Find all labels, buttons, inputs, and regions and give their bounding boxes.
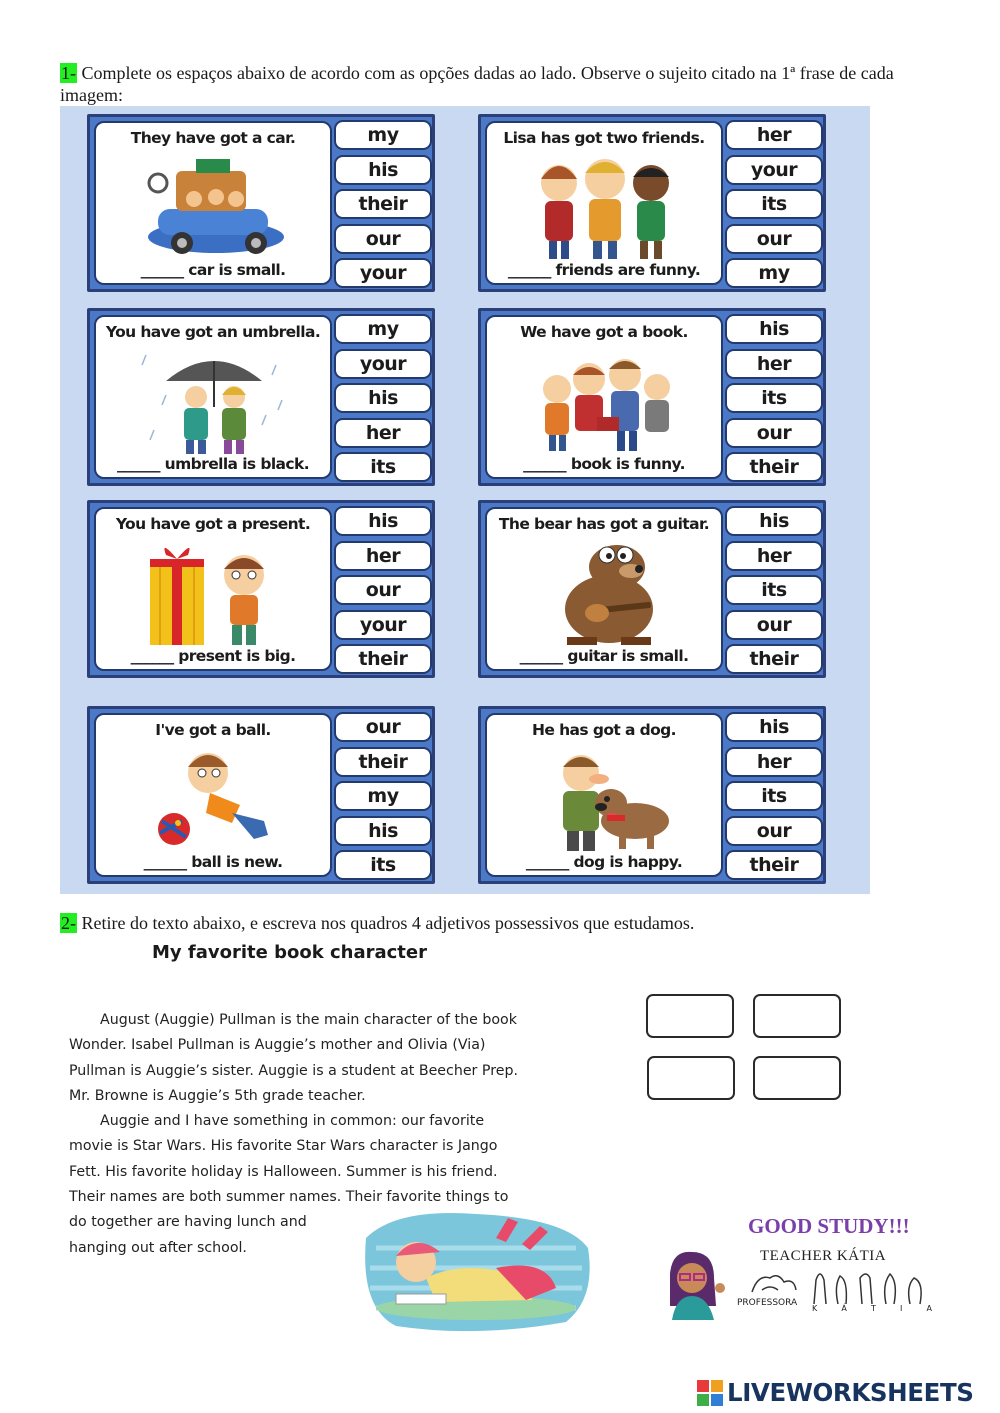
option-our[interactable]: our [334,224,432,254]
question-2-number: 2- [61,913,76,933]
card-guitar [478,500,826,678]
question-1-text: Complete os espaços abaixo de acordo com as opções dadas ao lado. Observe o sujeito citado na 1ª frase de cada imagem: [60,63,894,105]
option-their[interactable]: their [725,452,823,482]
umbrella-illustration [136,345,292,457]
option-your[interactable]: your [334,258,432,288]
card-present [87,500,435,678]
card-blank-sentence: ______ car is small. [140,261,286,279]
sign-letter-i: I [900,1304,903,1313]
car-illustration [136,151,292,263]
question-1-instruction [60,62,940,106]
option-her[interactable]: her [334,541,432,571]
card-blank-sentence: ______ friends are funny. [507,261,701,279]
options-list [725,712,823,880]
option-our[interactable]: our [725,816,823,846]
answer-box-2[interactable] [753,994,841,1038]
option-its[interactable]: its [725,575,823,605]
bear-guitar-illustration [527,537,683,649]
card-sentence: You have got an umbrella. [105,323,321,341]
signing-hand-icon [748,1268,800,1298]
option-our[interactable]: our [334,712,432,742]
liveworksheets-logo-text: LIVEWORKSHEETS [727,1378,974,1407]
option-your[interactable]: your [334,610,432,640]
card-dog [478,706,826,884]
card-friends [478,114,826,292]
story-paragraph-1: August (Auggie) Pullman is the main character of the book Wonder. Isabel Pullman is Auggie’s mother and Olivia (Via) Pullman is Auggie’s sister. Auggie is a student at Beecher Prep. Mr. Browne is Auggie’s 5th grade teacher. [69,1012,518,1104]
card-sentence: He has got a dog. [532,721,676,739]
option-our[interactable]: our [725,224,823,254]
answer-box-3[interactable] [647,1056,735,1100]
options-list [725,120,823,288]
card-book [478,308,826,486]
sign-letter-a: A [926,1304,932,1313]
option-my[interactable]: my [334,314,432,344]
option-our[interactable]: our [725,610,823,640]
girl-writing-illustration [356,1208,596,1334]
card-blank-sentence: ______ book is funny. [523,455,685,473]
option-her[interactable]: her [725,747,823,777]
card-sentence: I've got a ball. [155,721,271,739]
teacher-avatar [656,1246,730,1320]
option-his[interactable]: his [725,506,823,536]
exercise-panel [60,106,870,894]
options-list [334,506,432,674]
card-main [485,121,723,285]
option-his[interactable]: his [725,712,823,742]
card-sentence: We have got a book. [520,323,688,341]
option-your[interactable]: your [334,349,432,379]
card-ball [87,706,435,884]
options-list [334,120,432,288]
card-car [87,114,435,292]
option-my[interactable]: my [334,120,432,150]
story-paragraph-end: do together are having lunch and hanging out after school. [69,1214,307,1256]
option-our[interactable]: our [725,418,823,448]
option-my[interactable]: my [725,258,823,288]
card-blank-sentence: ______ dog is happy. [525,853,683,871]
text-title: My favorite book character [152,942,427,963]
card-sentence: They have got a car. [130,129,296,147]
option-my[interactable]: my [334,781,432,811]
option-your[interactable]: your [725,155,823,185]
card-main [94,121,332,285]
sign-letters [812,1304,932,1313]
card-main [94,315,332,479]
card-main [94,507,332,671]
card-blank-sentence: ______ guitar is small. [519,647,689,665]
options-list [725,314,823,482]
card-main [94,713,332,877]
option-its[interactable]: its [725,189,823,219]
sign-letter-t: T [870,1304,876,1313]
options-list [334,314,432,482]
question-1-number: 1- [61,63,76,83]
card-main [485,713,723,877]
teacher-name: TEACHER KÁTIA [760,1248,887,1264]
question-2-text: Retire do texto abaixo, e escreva nos quadros 4 adjetivos possessivos que estudamos. [81,913,695,933]
option-his[interactable]: his [725,314,823,344]
card-main [485,507,723,671]
option-its[interactable]: its [334,452,432,482]
options-list [334,712,432,880]
option-their[interactable]: their [334,644,432,674]
card-sentence: You have got a present. [115,515,311,533]
option-its[interactable]: its [334,850,432,880]
present-illustration [136,537,292,649]
card-blank-sentence: ______ present is big. [130,647,296,665]
option-her[interactable]: her [725,120,823,150]
option-its[interactable]: its [725,383,823,413]
sign-letter-k: K [812,1304,818,1313]
option-his[interactable]: his [334,155,432,185]
ball-illustration [136,743,292,855]
option-their[interactable]: their [725,644,823,674]
card-umbrella [87,308,435,486]
options-list [725,506,823,674]
option-its[interactable]: its [725,781,823,811]
option-her[interactable]: her [334,418,432,448]
story-paragraph-2: Auggie and I have something in common: our favorite movie is Star Wars. His favorite Star Wars character is Jango Fett. His favorite holiday is Halloween. Summer is his friend. Their names are both summer names. Their favorite things to [69,1113,509,1206]
option-his[interactable]: his [334,383,432,413]
good-study-heading: GOOD STUDY!!! [748,1214,910,1238]
dog-illustration [527,743,683,855]
option-her[interactable]: her [725,541,823,571]
option-his[interactable]: his [334,506,432,536]
card-sentence: Lisa has got two friends. [503,129,705,147]
question-2-instruction [60,912,940,934]
sign-language-hands-icon [810,1266,936,1306]
card-blank-sentence: ______ umbrella is black. [116,455,309,473]
option-her[interactable]: her [725,349,823,379]
option-their[interactable]: their [334,189,432,219]
liveworksheets-mark-icon [697,1380,723,1406]
liveworksheets-logo [697,1378,997,1408]
book-illustration [527,345,683,457]
card-sentence: The bear has got a guitar. [498,515,710,533]
professora-label: PROFESSORA [737,1298,798,1308]
option-their[interactable]: their [725,850,823,880]
option-their[interactable]: their [334,747,432,777]
card-blank-sentence: ______ ball is new. [143,853,283,871]
friends-illustration [527,151,683,263]
answer-box-1[interactable] [646,994,734,1038]
option-our[interactable]: our [334,575,432,605]
card-main [485,315,723,479]
option-his[interactable]: his [334,816,432,846]
answer-box-4[interactable] [753,1056,841,1100]
sign-letter-a-acute: Á [841,1304,847,1313]
